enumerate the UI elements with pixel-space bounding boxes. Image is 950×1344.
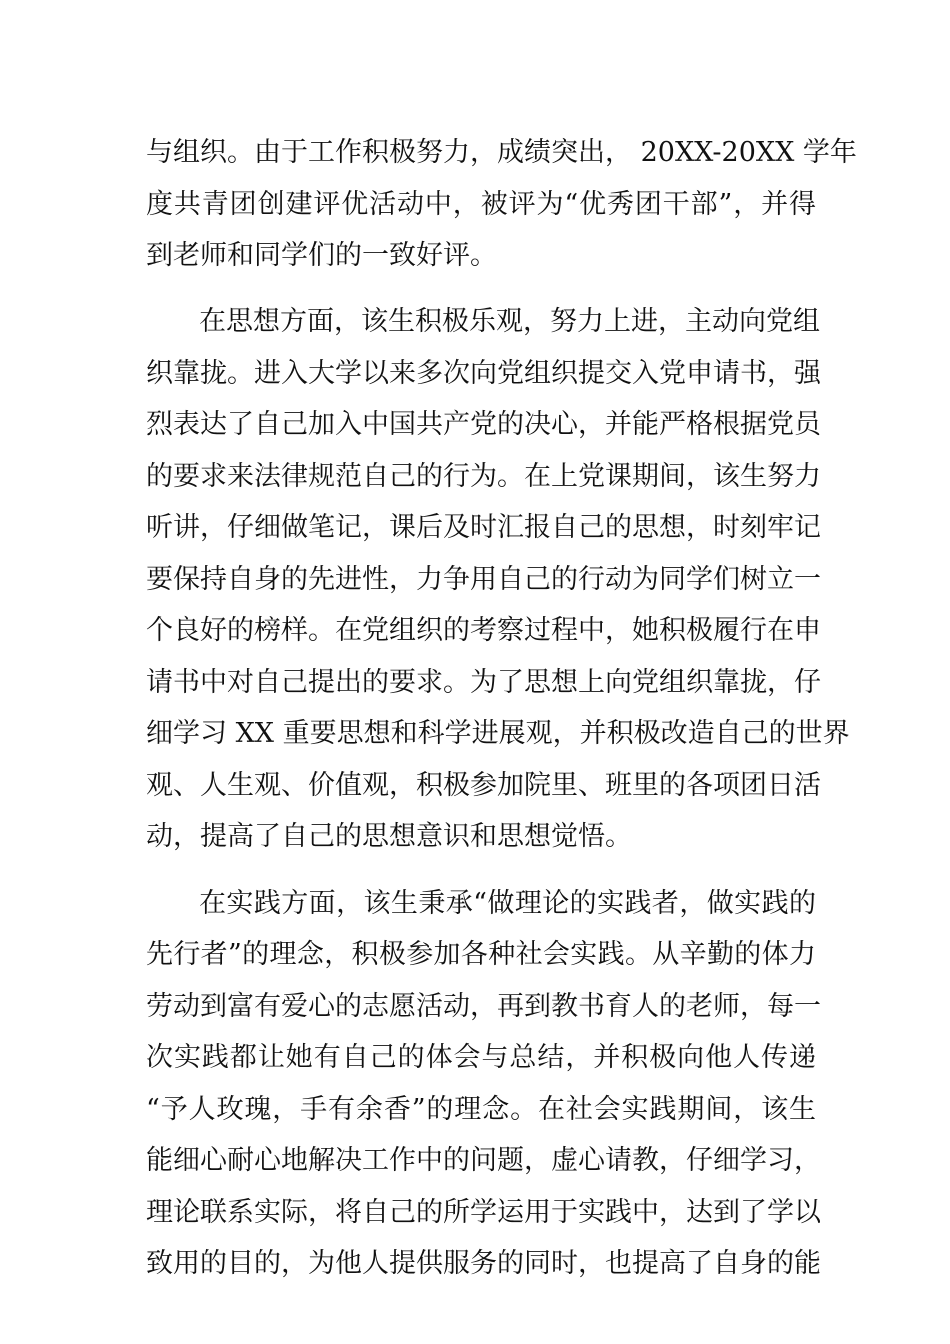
text-line: 劳动到富有爱心的志愿活动，再到教书育人的老师，每一	[146, 991, 821, 1022]
text-line: 到老师和同学们的一致好评。	[146, 240, 497, 271]
text-line: 度共青团创建评优活动中，被评为“优秀团干部”，并得	[146, 189, 816, 220]
text-line: “予人玫瑰，手有余香”的理念。在社会实践期间，该生	[146, 1094, 816, 1125]
text-line: 要保持自身的先进性，力争用自己的行动为同学们树立一	[146, 564, 821, 595]
text-line: 能细心耐心地解决工作中的问题，虚心请教，仔细学习，	[146, 1145, 821, 1176]
text-line: 次实践都让她有自己的体会与总结，并积极向他人传递	[146, 1042, 816, 1073]
paragraph-first-line: 在思想方面，该生积极乐观，努力上进，主动向党组	[199, 306, 820, 337]
text-line: 先行者”的理念，积极参加各种社会实践。从辛勤的体力	[146, 939, 816, 970]
text-line: 织靠拢。进入大学以来多次向党组织提交入党申请书，强	[146, 358, 821, 389]
text-line: 请书中对自己提出的要求。为了思想上向党组织靠拢，仔	[146, 667, 821, 698]
paragraph-first-line: 在实践方面，该生秉承“做理论的实践者，做实践的	[199, 888, 816, 919]
text-line: 动，提高了自己的思想意识和思想觉悟。	[146, 821, 632, 852]
text-line: 致用的目的，为他人提供服务的同时，也提高了自身的能	[146, 1248, 821, 1279]
text-line: 的要求来法律规范自己的行为。在上党课期间，该生努力	[146, 461, 821, 492]
text-line: 听讲，仔细做笔记，课后及时汇报自己的思想，时刻牢记	[146, 512, 821, 543]
text-line: 细学习 XX 重要思想和科学进展观，并积极改造自己的世界	[146, 718, 850, 749]
text-line: 个良好的榜样。在党组织的考察过程中，她积极履行在申	[146, 615, 821, 646]
text-line: 烈表达了自己加入中国共产党的决心，并能严格根据党员	[146, 409, 821, 440]
text-line: 理论联系实际，将自己的所学运用于实践中，达到了学以	[146, 1197, 821, 1228]
text-line: 与组织。由于工作积极努力，成绩突出， 20XX-20XX 学年	[146, 137, 857, 168]
text-line: 观、人生观、价值观，积极参加院里、班里的各项团日活	[146, 770, 821, 801]
